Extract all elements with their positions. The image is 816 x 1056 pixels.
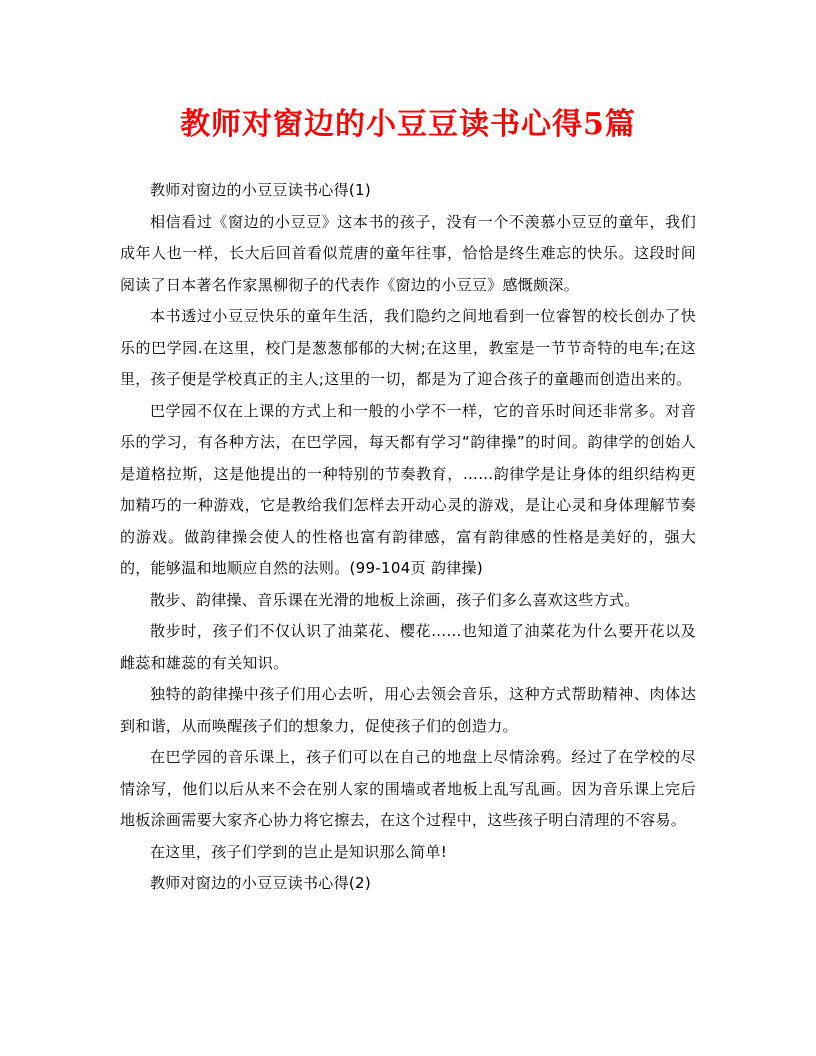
document-body: [120, 175, 696, 900]
paragraph: 本书透过小豆豆快乐的童年生活，我们隐约之间地看到一位睿智的校长创办了快乐的巴学园.在这里，校门是葱葱郁郁的大树;在这里，教室是一节节奇特的电车;在这里，孩子便是学校真正的主人;这里的一切，都是为了迎合孩子的童趣而创造出来的。: [120, 307, 696, 388]
section-heading-1: 教师对窗边的小豆豆读书心得(1): [150, 181, 372, 199]
paragraph: 散步、韵律操、音乐课在光滑的地板上涂画，孩子们多么喜欢这些方式。: [150, 590, 640, 609]
paragraph: 散步时，孩子们不仅认识了油菜花、樱花……也知道了油菜花为什么要开花以及雌蕊和雄蕊的有关知识。: [120, 622, 696, 672]
paragraph: 相信看过《窗边的小豆豆》这本书的孩子，没有一个不羡慕小豆豆的童年，我们成年人也一样，长大后回首看似荒唐的童年往事，恰恰是终生难忘的快乐。这段时间阅读了日本著名作家黑柳彻子的代表作《窗边的小豆豆》感慨颇深。: [120, 212, 696, 294]
paragraph: 巴学园不仅在上课的方式上和一般的小学不一样，它的音乐时间还非常多。对音乐的学习，有各种方法，在巴学园，每天都有学习“韵律操”的时间。韵律学的创始人是道格拉斯，这是他提出的一种特别的节奏教育，……韵律学是让身体的组织结构更加精巧的一种游戏，它是教给我们怎样去开动心灵的游戏，是让心灵和身体理解节奏的游戏。做韵律操会使人的性格也富有韵律感，富有韵律感的性格是美好的，强大的，能够温和地顺应自然的法则。(99-104页 韵律操): [120, 401, 696, 577]
document-title: 教师对窗边的小豆豆读书心得5篇: [180, 107, 636, 142]
paragraph: 在巴学园的音乐课上，孩子们可以在自己的地盘上尽情涂鸦。经过了在学校的尽情涂写，他们以后从来不会在别人家的围墙或者地板上乱写乱画。因为音乐课上完后地板涂画需要大家齐心协力将它擦去，在这个过程中，这些孩子明白清理的不容易。: [120, 748, 696, 829]
paragraph: 在这里，孩子们学到的岂止是知识那么简单!: [150, 842, 448, 861]
paragraph: 独特的韵律操中孩子们用心去听，用心去领会音乐，这种方式帮助精神、肉体达到和谐，从而唤醒孩子们的想象力，促使孩子们的创造力。: [120, 685, 696, 735]
section-heading-2: 教师对窗边的小豆豆读书心得(2): [150, 874, 372, 892]
